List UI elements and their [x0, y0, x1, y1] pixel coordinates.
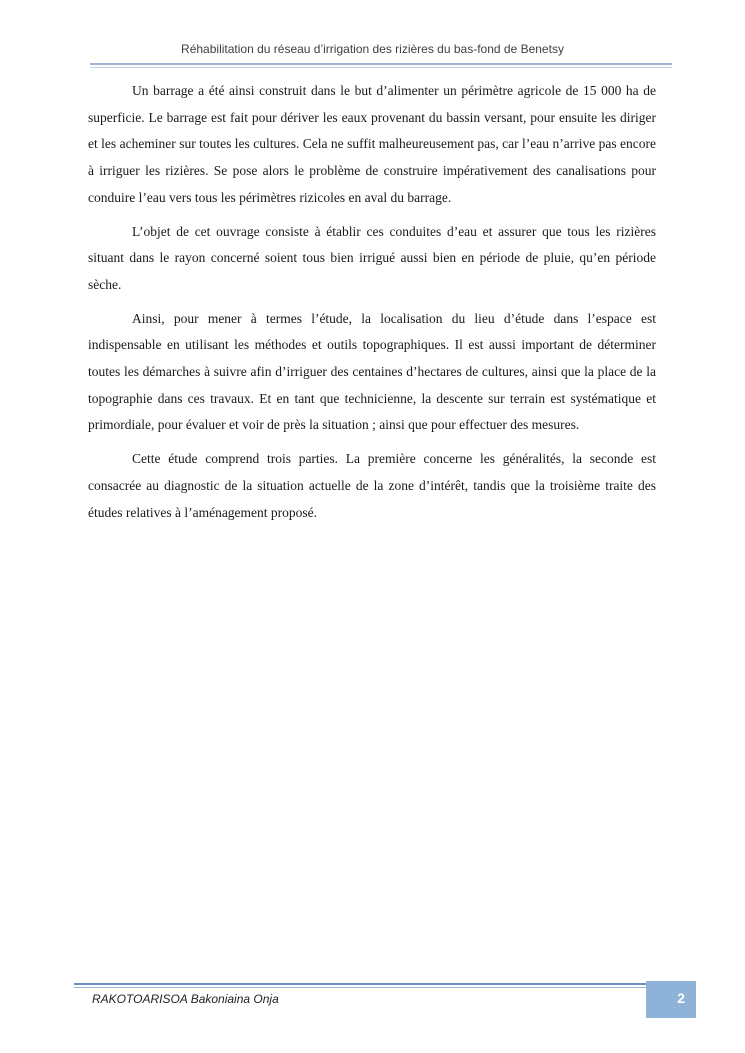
paragraph: Un barrage a été ainsi construit dans le but d’alimenter un périmètre agricole de 15 000 ha de superficie. Le barrage est fait pour dériver les eaux provenant du bassin versant, pour ensuite les diriger et les acheminer sur toutes les cultures. Cela ne suffit malheureusement pas, car l’eau n’arrive pas encore à irriguer les rizières. Se pose alors le problème de construire impérativement des canalisations pour conduire l’eau vers tous les périmètres rizicoles en aval du barrage. — [88, 83, 656, 205]
paragraph: L’objet de cet ouvrage consiste à établir ces conduites d’eau et assurer que tous les rizières situant dans le rayon concerné soient tous bien irrigué aussi bien en période de pluie, qu’en période sèche. — [88, 223, 656, 292]
page-number-badge — [646, 981, 696, 1018]
running-header: Réhabilitation du réseau d’irrigation des rizières du bas-fond de Benetsy — [181, 42, 564, 56]
header-rule-line — [90, 63, 672, 65]
paragraph: Ainsi, pour mener à termes l’étude, la localisation du lieu d’étude dans l’espace est indispensable en utilisant les méthodes et outils topographiques. Il est aussi important de déterminer toutes les démarches à suivre afin d’irriguer des centaines d’hectares de cultures, ainsi que la place de la topographie dans ces travaux. Et en tant que technicienne, la descente sur terrain est systématique et primordiale, pour évaluer et voir de près la situation ; ainsi que pour effectuer des mesures. — [88, 310, 656, 433]
footer-author: RAKOTOARISOA Bakoniaina Onja — [92, 992, 279, 1006]
page-number: 2 — [677, 990, 685, 1006]
footer-rule — [74, 983, 646, 989]
footer-rule-line — [74, 987, 646, 988]
body-text — [88, 78, 656, 533]
paragraph: Cette étude comprend trois parties. La première concerne les généralités, la seconde est consacrée au diagnostic de la situation actuelle de la zone d’intérêt, tandis que la troisième traite des études relatives à l’aménagement proposé. — [88, 451, 656, 520]
header-rule — [90, 63, 672, 69]
footer-rule-line — [74, 983, 646, 985]
header-rule-line — [90, 67, 672, 68]
